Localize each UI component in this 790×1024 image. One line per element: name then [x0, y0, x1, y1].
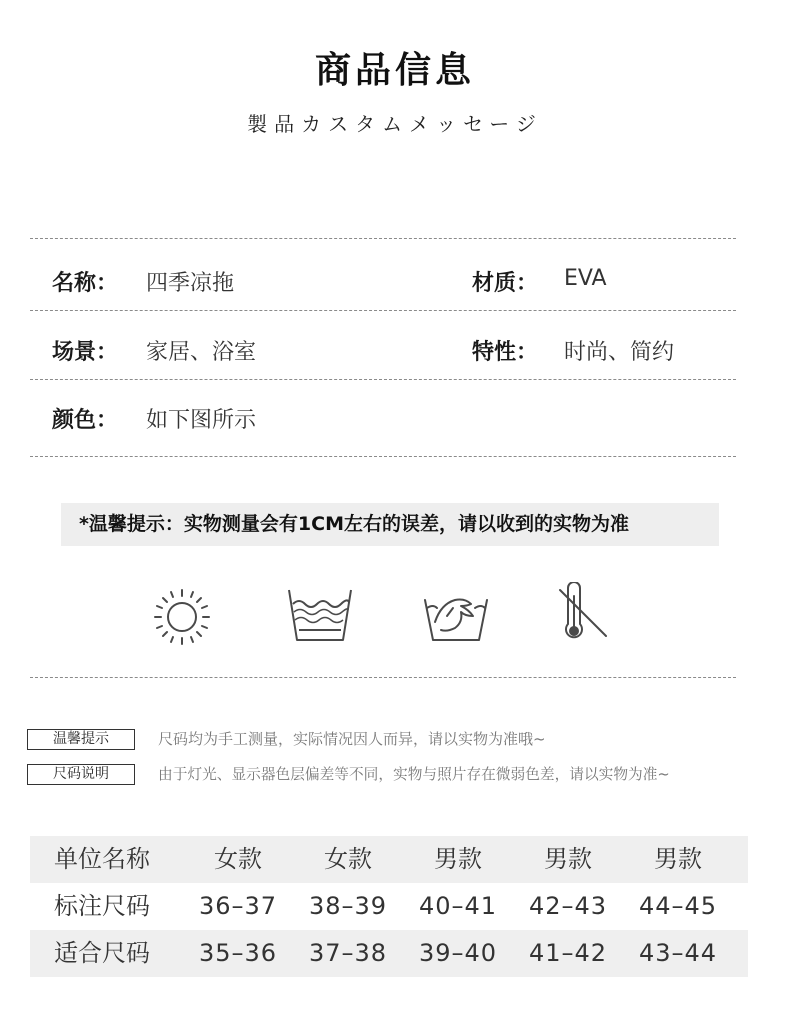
table-cell: 44–45 — [639, 892, 718, 920]
table-cell: 38–39 — [309, 892, 388, 920]
hand-wash-icon — [421, 582, 491, 652]
name-value: 四季凉拖 — [146, 271, 235, 296]
table-cell: 37–38 — [309, 939, 388, 967]
note-label-warm-tip: 温馨提示 — [27, 729, 135, 750]
divider — [30, 238, 736, 239]
measurement-tip: *温馨提示：实物测量会有1CM左右的误差，请以收到的实物为准 — [61, 503, 719, 546]
page-subtitle: 製品カスタムメッセージ — [247, 112, 543, 136]
page-title: 商品信息 — [314, 50, 475, 91]
table-header-cell: 女款 — [324, 845, 372, 873]
size-table — [30, 836, 748, 977]
note-text-warm-tip: 尺码均为手工测量，实际情况因人而异，请以实物为准哦~ — [158, 730, 546, 748]
feature-value: 时尚、简约 — [564, 340, 675, 365]
divider — [30, 310, 736, 311]
table-cell: 43–44 — [639, 939, 718, 967]
table-cell: 41–42 — [529, 939, 608, 967]
table-cell: 36–37 — [199, 892, 278, 920]
scene-value: 家居、浴室 — [146, 340, 257, 365]
table-row — [30, 883, 748, 930]
color-key: 颜色： — [52, 408, 119, 433]
material-value: EVA — [564, 266, 607, 291]
table-cell: 40–41 — [419, 892, 498, 920]
table-row — [30, 930, 748, 977]
table-header-cell: 男款 — [654, 845, 702, 873]
note-label-size-note: 尺码说明 — [27, 764, 135, 785]
spec-row-name-material — [52, 266, 742, 296]
spec-row-color — [52, 403, 742, 433]
sun-icon — [147, 582, 217, 652]
material-key: 材质： — [472, 271, 539, 296]
table-cell: 35–36 — [199, 939, 278, 967]
spec-row-scene-feature — [52, 335, 742, 365]
table-header-cell: 单位名称 — [54, 845, 150, 873]
divider — [30, 379, 736, 380]
scene-key: 场景： — [52, 340, 119, 365]
table-header-cell: 女款 — [214, 845, 262, 873]
name-key: 名称： — [52, 271, 119, 296]
table-cell: 42–43 — [529, 892, 608, 920]
color-value: 如下图所示 — [146, 408, 257, 433]
feature-key: 特性： — [472, 340, 539, 365]
washing-basin-icon — [285, 582, 355, 652]
table-header-row — [30, 836, 748, 883]
table-cell: 39–40 — [419, 939, 498, 967]
table-header-cell: 男款 — [434, 845, 482, 873]
table-header-cell: 男款 — [544, 845, 592, 873]
note-text-size-note: 由于灯光、显示器色层偏差等不同，实物与照片存在微弱色差，请以实物为准~ — [158, 766, 670, 783]
divider — [30, 456, 736, 457]
divider — [30, 677, 736, 678]
no-high-temperature-icon — [554, 582, 624, 652]
table-row-label: 适合尺码 — [54, 939, 150, 967]
table-row-label: 标注尺码 — [54, 892, 150, 920]
